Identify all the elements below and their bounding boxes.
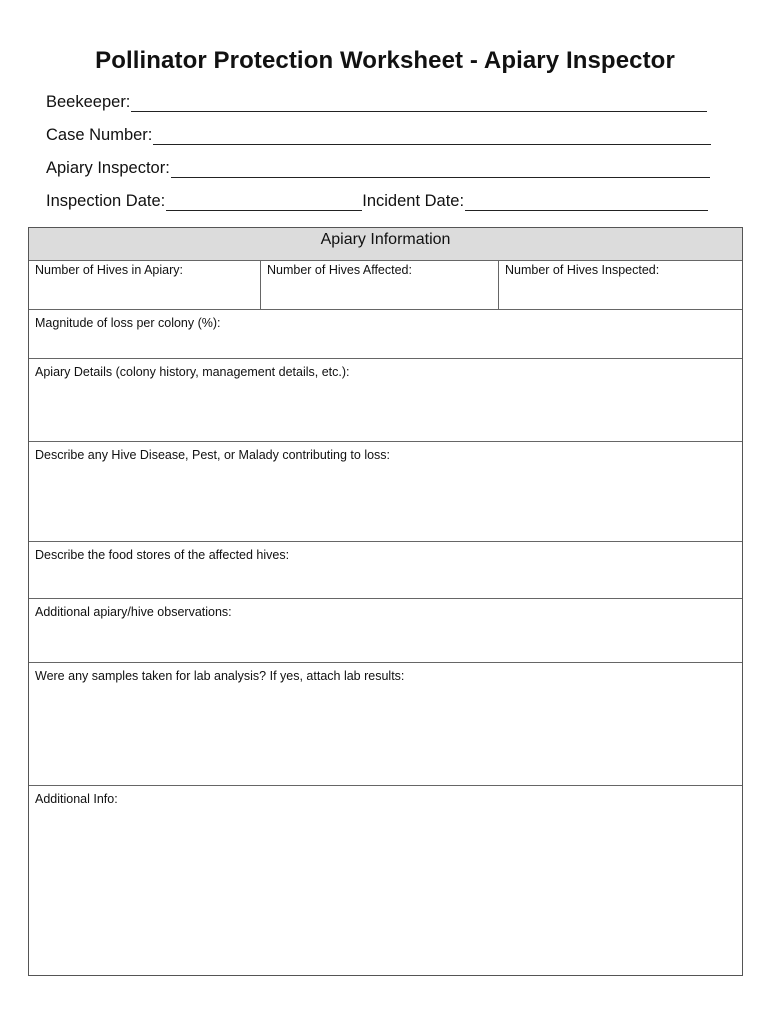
hives-affected-cell[interactable] [261, 261, 499, 309]
additional-info-label: Additional Info: [35, 792, 118, 806]
magnitude-loss-label: Magnitude of loss per colony (%): [35, 316, 221, 330]
food-stores-label: Describe the food stores of the affected hives: [35, 548, 290, 562]
incident-date-input-line[interactable] [465, 194, 708, 211]
additional-observations-label: Additional apiary/hive observations: [35, 605, 232, 619]
beekeeper-input-line[interactable] [131, 95, 707, 112]
incident-date-label: Incident Date: [362, 192, 465, 210]
disease-pest-label: Describe any Hive Disease, Pest, or Malady contributing to loss: [35, 448, 391, 462]
dates-field [46, 189, 708, 211]
inspection-date-label: Inspection Date: [46, 192, 166, 210]
case-number-field [46, 123, 711, 145]
additional-info-row[interactable] [29, 786, 742, 974]
apiary-information-table [28, 227, 743, 976]
food-stores-row[interactable] [29, 542, 742, 599]
hives-affected-label: Number of Hives Affected: [267, 263, 412, 277]
hives-inspected-label: Number of Hives Inspected: [505, 263, 660, 277]
beekeeper-label: Beekeeper: [46, 93, 131, 111]
page-title: Pollinator Protection Worksheet - Apiary Inspector [95, 47, 675, 74]
hive-counts-row [29, 261, 742, 310]
beekeeper-field [46, 90, 707, 112]
apiary-information-header: Apiary Information [29, 228, 742, 261]
samples-taken-label: Were any samples taken for lab analysis? If yes, attach lab results: [35, 669, 405, 683]
apiary-inspector-input-line[interactable] [171, 161, 710, 178]
hives-inspected-cell[interactable] [499, 261, 742, 309]
additional-observations-row[interactable] [29, 599, 742, 663]
hives-in-apiary-label: Number of Hives in Apiary: [35, 263, 183, 277]
samples-taken-row[interactable] [29, 663, 742, 786]
case-number-input-line[interactable] [153, 128, 711, 145]
apiary-inspector-label: Apiary Inspector: [46, 159, 170, 177]
apiary-inspector-field [46, 156, 710, 178]
hives-in-apiary-cell[interactable] [29, 261, 261, 309]
case-number-label: Case Number: [46, 126, 153, 144]
inspection-date-input-line[interactable] [166, 194, 362, 211]
apiary-details-label: Apiary Details (colony history, management details, etc.): [35, 365, 350, 379]
disease-pest-row[interactable] [29, 442, 742, 542]
magnitude-loss-row[interactable] [29, 310, 742, 359]
apiary-details-row[interactable] [29, 359, 742, 442]
